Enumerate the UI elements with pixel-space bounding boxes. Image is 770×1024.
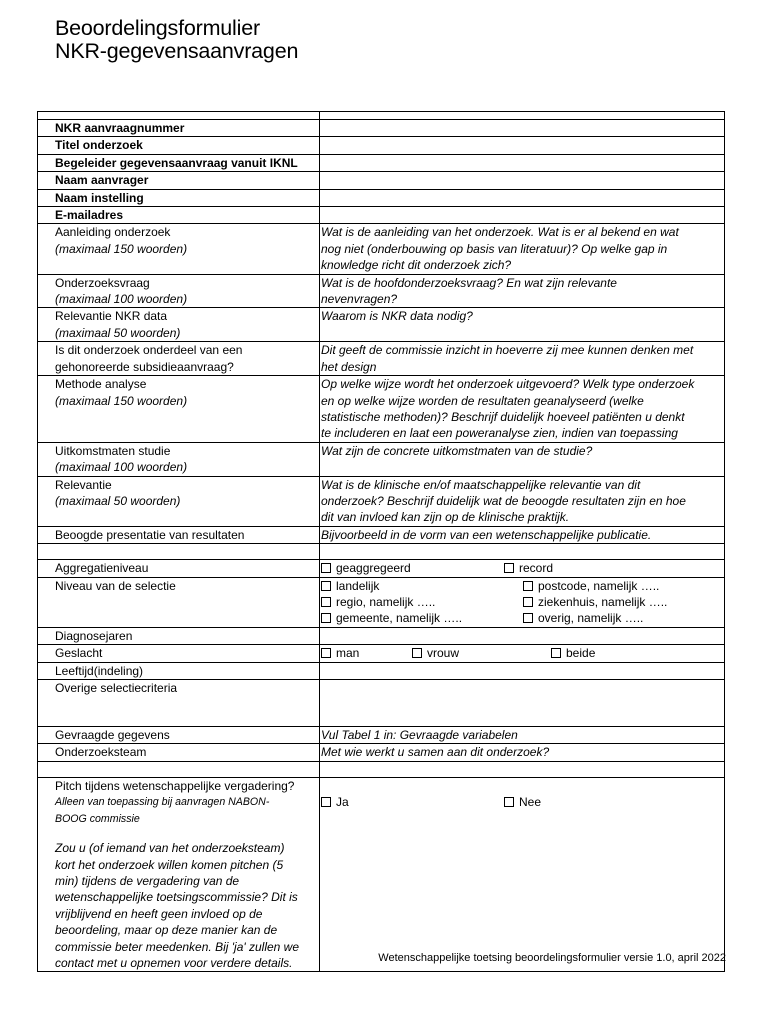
field-motivation[interactable]: Wat is de aanleiding van het onderzoek. Wat is er al bekend en wat nog niet (onderbouwing op basis van literatuur)? Op welke gap in knowledge richt dit onderzoek zich? [320, 224, 725, 274]
option-postcode[interactable]: postcode, namelijk ….. [523, 578, 667, 594]
checkbox-icon[interactable] [321, 613, 331, 623]
label-research-question: Onderzoeksvraag (maximaal 100 woorden) [38, 274, 320, 308]
checkbox-icon[interactable] [504, 797, 514, 807]
label-nkr-number: NKR aanvraagnummer [38, 120, 320, 137]
checkbox-icon[interactable] [321, 581, 331, 591]
field-subsidy[interactable]: Dit geeft de commissie inzicht in hoeverre zij mee kunnen denken met het design [320, 342, 725, 376]
field-pitch [320, 777, 725, 972]
label-aggregation: Aggregatieniveau [38, 560, 320, 577]
row-research-team [38, 744, 725, 761]
field-nkr-relevance[interactable]: Waarom is NKR data nodig? [320, 308, 725, 342]
row-nkr-relevance [38, 308, 725, 342]
row-email [38, 207, 725, 224]
checkbox-icon[interactable] [321, 797, 331, 807]
checkbox-icon[interactable] [321, 563, 331, 573]
row-age [38, 662, 725, 679]
option-other[interactable]: overig, namelijk ….. [523, 610, 667, 626]
field-nkr-number[interactable] [320, 120, 725, 137]
label-other-criteria: Overige selectiecriteria [38, 680, 320, 727]
label-selection-level: Niveau van de selectie [38, 577, 320, 627]
label-diagnosis-years: Diagnosejaren [38, 627, 320, 644]
field-research-question[interactable]: Wat is de hoofdonderzoeksvraag? En wat zijn relevante nevenvragen? [320, 274, 725, 308]
label-sex: Geslacht [38, 645, 320, 662]
field-requested-data[interactable]: Vul Tabel 1 in: Gevraagde variabelen [320, 727, 725, 744]
label-applicant-name: Naam aanvrager [38, 172, 320, 189]
row-spacer-1 [38, 544, 725, 560]
field-outcomes[interactable]: Wat zijn de concrete uitkomstmaten van de studie? [320, 442, 725, 476]
label-subsidy: Is dit onderzoek onderdeel van een gehonoreerde subsidieaanvraag? [38, 342, 320, 376]
option-record[interactable]: record [504, 560, 553, 576]
checkbox-icon[interactable] [523, 581, 533, 591]
row-title [38, 137, 725, 154]
option-hospital[interactable]: ziekenhuis, namelijk ….. [523, 594, 667, 610]
row-subsidy [38, 342, 725, 376]
field-supervisor[interactable] [320, 154, 725, 171]
field-sex [320, 645, 725, 662]
label-presentation: Beoogde presentatie van resultaten [38, 526, 320, 543]
label-research-team: Onderzoeksteam [38, 744, 320, 761]
field-diagnosis-years[interactable] [320, 627, 725, 644]
option-aggregated[interactable]: geaggregeerd [321, 560, 504, 576]
option-male[interactable]: man [321, 645, 412, 661]
row-presentation [38, 526, 725, 543]
label-age: Leeftijd(indeling) [38, 662, 320, 679]
field-relevance[interactable]: Wat is de klinische en/of maatschappelijke relevantie van dit onderzoek? Beschrijf duidelijk wat de beoogde resultaten zijn en hoe dit van invloed kan zijn op de klinische praktijk. [320, 476, 725, 526]
field-research-team[interactable]: Met wie werkt u samen aan dit onderzoek? [320, 744, 725, 761]
title-line-1: Beoordelingsformulier [55, 16, 260, 40]
row-other-criteria [38, 680, 725, 727]
row-outcomes [38, 442, 725, 476]
row-spacer-2 [38, 761, 725, 777]
title-line-2: NKR-gegevensaanvragen [55, 39, 299, 63]
checkbox-icon[interactable] [412, 648, 422, 658]
field-institution[interactable] [320, 189, 725, 206]
label-motivation: Aanleiding onderzoek (maximaal 150 woorden) [38, 224, 320, 274]
spacer-cell [38, 112, 320, 120]
option-region[interactable]: regio, namelijk ….. [321, 594, 523, 610]
label-requested-data: Gevraagde gegevens [38, 727, 320, 744]
option-no[interactable]: Nee [504, 794, 541, 810]
checkbox-icon[interactable] [504, 563, 514, 573]
row-motivation [38, 224, 725, 274]
field-presentation[interactable]: Bijvoorbeeld in de vorm van een wetenschappelijke publicatie. [320, 526, 725, 543]
label-title: Titel onderzoek [38, 137, 320, 154]
field-applicant-name[interactable] [320, 172, 725, 189]
label-supervisor: Begeleider gegevensaanvraag vanuit IKNL [38, 154, 320, 171]
row-relevance [38, 476, 725, 526]
label-outcomes: Uitkomstmaten studie (maximaal 100 woorden) [38, 442, 320, 476]
row-applicant-name [38, 172, 725, 189]
label-relevance: Relevantie (maximaal 50 woorden) [38, 476, 320, 526]
field-age[interactable] [320, 662, 725, 679]
option-female[interactable]: vrouw [412, 645, 551, 661]
page-footer: Wetenschappelijke toetsing beoordelingsformulier versie 1.0, april 2022 [378, 952, 726, 964]
checkbox-icon[interactable] [523, 613, 533, 623]
row-diagnosis-years [38, 627, 725, 644]
option-both[interactable]: beide [551, 645, 595, 661]
label-method: Methode analyse (maximaal 150 woorden) [38, 376, 320, 443]
option-yes[interactable]: Ja [321, 794, 504, 810]
option-municipality[interactable]: gemeente, namelijk ….. [321, 610, 523, 626]
row-nkr-number [38, 120, 725, 137]
checkbox-icon[interactable] [321, 597, 331, 607]
checkbox-icon[interactable] [321, 648, 331, 658]
row-supervisor [38, 154, 725, 171]
label-nkr-relevance: Relevantie NKR data (maximaal 50 woorden) [38, 308, 320, 342]
row-aggregation [38, 560, 725, 577]
field-selection-level [320, 577, 725, 627]
field-email[interactable] [320, 207, 725, 224]
option-national[interactable]: landelijk [321, 578, 523, 594]
row-institution [38, 189, 725, 206]
row-research-question [38, 274, 725, 308]
checkbox-icon[interactable] [551, 648, 561, 658]
document-title [55, 17, 298, 63]
label-institution: Naam instelling [38, 189, 320, 206]
row-pitch [38, 777, 725, 972]
field-method[interactable]: Op welke wijze wordt het onderzoek uitgevoerd? Welk type onderzoek en op welke wijze worden de resultaten geanalyseerd (welke statistische methoden)? Beschrijf duidelijk hoeveel patiënten u denkt te includeren en laat een poweranalyse zien, indien van toepassing [320, 376, 725, 443]
label-email: E-mailadres [38, 207, 320, 224]
field-aggregation [320, 560, 725, 577]
field-title[interactable] [320, 137, 725, 154]
checkbox-icon[interactable] [523, 597, 533, 607]
row-selection-level [38, 577, 725, 627]
field-other-criteria[interactable] [320, 680, 725, 727]
label-pitch: Pitch tijdens wetenschappelijke vergadering? Alleen van toepassing bij aanvragen NABON- BOOG commissie Zou u (of iemand van het onderzoeksteam) kort het onderzoek willen komen pitchen (5 min) tijdens de vergadering van de wetenschappelijke toetsingscommissie? Dit is vrijblijvend en heeft geen invloed op de beoordeling, maar op deze manier kan de commissie beter meedenken. Bij 'ja' zullen we contact met u opnemen voor verdere details. [38, 777, 320, 972]
row-method [38, 376, 725, 443]
row-requested-data [38, 727, 725, 744]
assessment-form-table [37, 111, 725, 972]
row-sex [38, 645, 725, 662]
